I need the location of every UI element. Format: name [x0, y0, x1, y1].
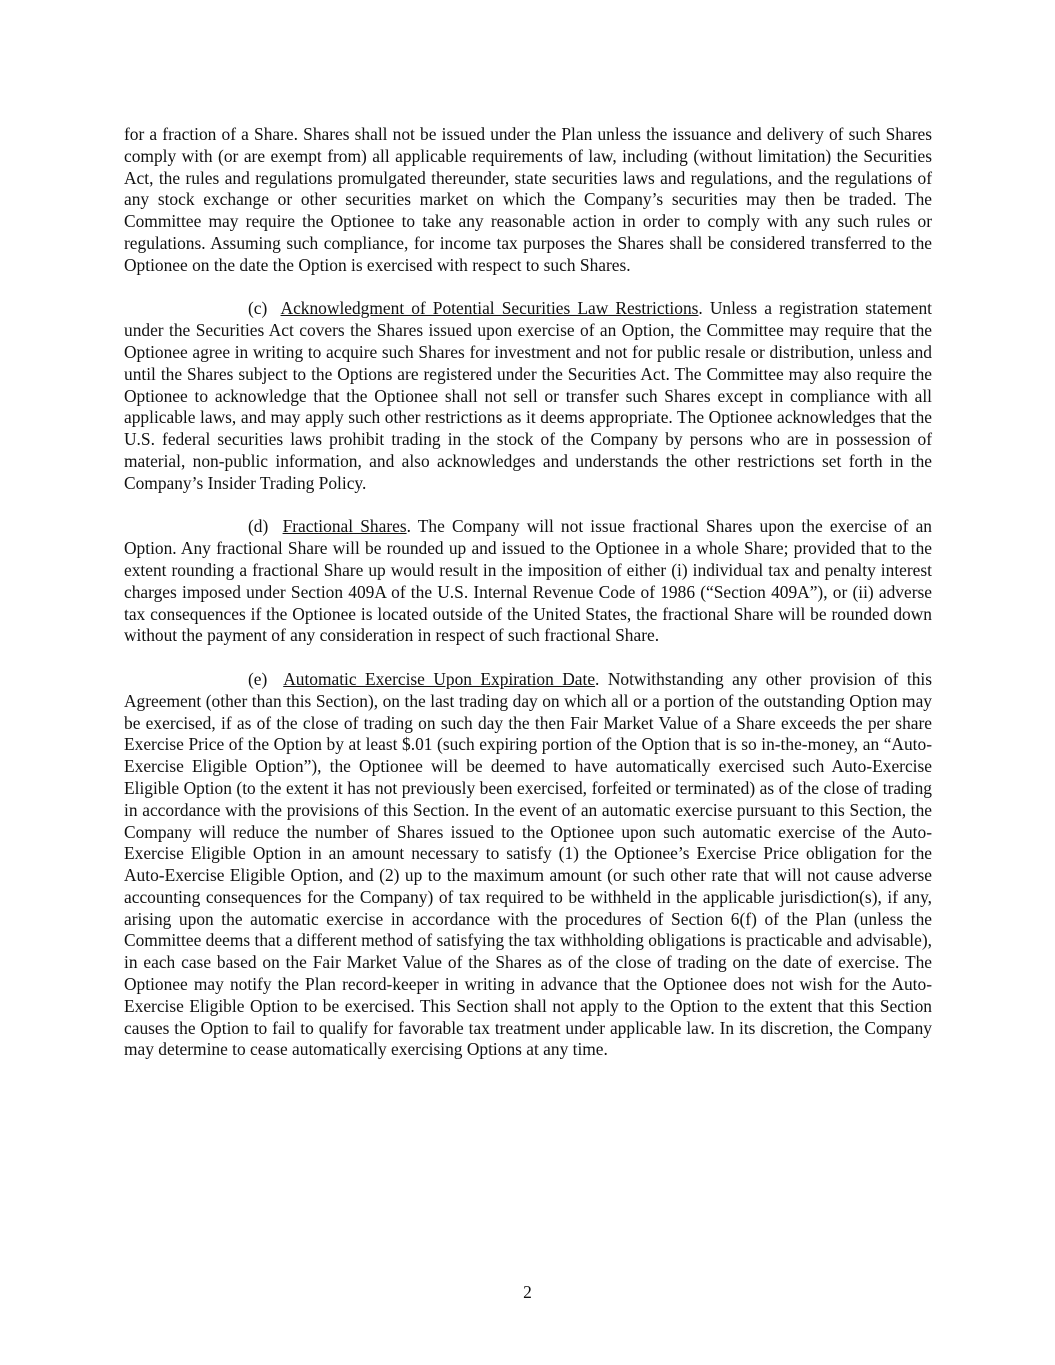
paragraph-c	[124, 298, 932, 494]
section-heading-e: Automatic Exercise Upon Expiration Date	[283, 668, 596, 689]
page-number: 2	[523, 1282, 532, 1302]
section-label-c: (c)	[248, 298, 268, 319]
section-heading-c: Acknowledgment of Potential Securities Law Restrictions	[280, 298, 699, 319]
section-body-e: . Notwithstanding any other provision of this Agreement (other than this Section), on the last trading day on which all or a portion of the outstanding Option may be exercised, if as of the close of trading on such day the then Fair Market Value of a Share exceeds the per share Exercise Price of the Option by at least $.01 (such expiring portion of the Option that is so in-the-money, an “Auto-Exercise Eligible Option”), the Optionee will be deemed to have automatically exercised such Auto-Exercise Eligible Option (to the extent it has not previously been exercised, forfeited or terminated) as of the close of trading in accordance with the provisions of this Section. In the event of an automatic exercise pursuant to this Section, the Company will reduce the number of Shares issued to the Optionee upon such automatic exercise of the Auto-Exercise Eligible Option in an amount necessary to satisfy (1) the Optionee’s Exercise Price obligation for the Auto-Exercise Eligible Option, and (2) up to the maximum amount (or such other rate that will not cause adverse accounting consequences for the Company) of tax required to be withheld in the applicable jurisdiction(s), if any, arising upon the automatic exercise in accordance with the procedures of Section 6(f) of the Plan (unless the Committee deems that a different method of satisfying the tax withholding obligations is practicable and advisable), in each case based on the Fair Market Value of the Shares as of the close of trading on the date of exercise. The Optionee may notify the Plan record-keeper in writing in advance that the Optionee does not wish for the Auto-Exercise Eligible Option to be exercised. This Section shall not apply to the Option to the extent that this Section causes the Option to fail to qualify for favorable tax treatment under applicable law. In its discretion, the Company may determine to cease automatically exercising Options at any time.	[124, 668, 932, 1060]
section-body-c: . Unless a registration statement under the Securities Act covers the Shares issued upon exercise of an Option, the Committee may require that the Optionee agree in writing to acquire such Shares for investment and not for public resale or distribution, unless and until the Shares subject to the Options are registered under the Securities Act. The Committee may also require the Optionee to acknowledge that the Optionee shall not sell or transfer such Shares except in compliance with all applicable laws, and may apply such other restrictions as it deems appropriate. The Optionee acknowledges that the U.S. federal securities laws prohibit trading in the stock of the Company by persons who are in possession of material, non-public information, and also acknowledges and understands the other restrictions set forth in the Company’s Insider Trading Policy.	[124, 298, 932, 493]
paragraph-d	[124, 516, 932, 647]
section-label-e: (e)	[248, 668, 268, 689]
document-page	[124, 124, 932, 1083]
paragraph-e	[124, 669, 932, 1061]
paragraph-continuation: for a fraction of a Share. Shares shall not be issued under the Plan unless the issuance and delivery of such Shares comply with (or are exempt from) all applicable requirements of law, including (without limitation) the Securities Act, the rules and regulations promulgated thereunder, state securities laws and regulations, and the regulations of any stock exchange or other securities market on which the Company’s securities may then be traded. The Committee may require the Optionee to take any reasonable action in order to comply with any such rules or regulations. Assuming such compliance, for income tax purposes the Shares shall be considered transferred to the Optionee on the date the Option is exercised with respect to such Shares.	[124, 124, 932, 275]
section-body-d: . The Company will not issue fractional Shares upon the exercise of an Option. Any fractional Share will be rounded up and issued to the Optionee in a whole Share; provided that to the extent rounding a fractional Share up would result in the imposition of either (i) individual tax and penalty interest charges imposed under Section 409A of the U.S. Internal Revenue Code of 1986 (“Section 409A”), or (ii) adverse tax consequences if the Optionee is located outside of the United States, the fractional Share will be rounded down without the payment of any consideration in respect of such fractional Share.	[124, 516, 932, 646]
section-label-d: (d)	[248, 516, 269, 537]
section-heading-d: Fractional Shares	[282, 516, 407, 537]
